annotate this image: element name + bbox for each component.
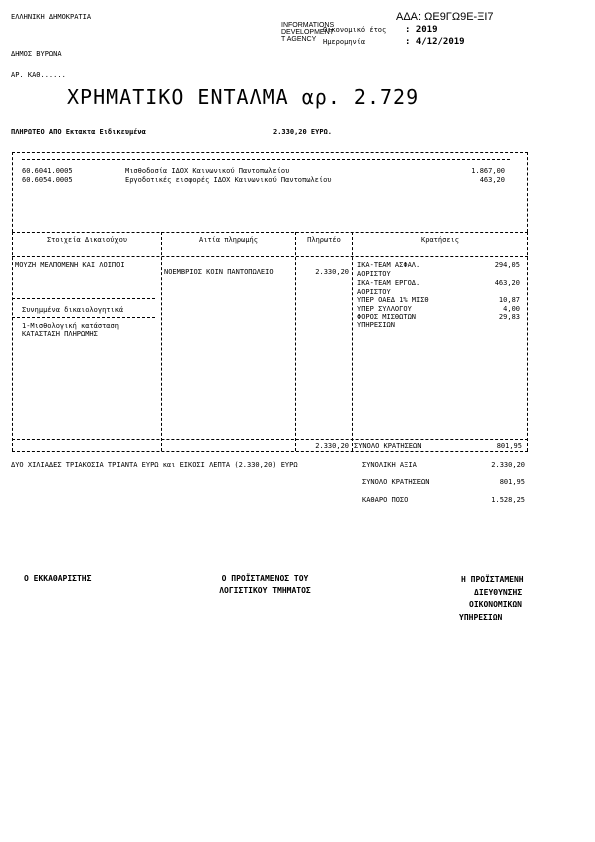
signature-line: Η ΠΡΟΪΣΤΑΜΕΝΗ <box>461 575 524 584</box>
municipality-label: ΔΗΜΟΣ ΒΥΡΩΝΑ <box>11 50 62 58</box>
deduction-label: ΙΚΑ-ΤΕΑΜ ΕΡΓΟΔ. <box>357 279 421 287</box>
attachment-item: 1-Μισθολογική κατάσταση <box>22 322 119 330</box>
divider <box>12 232 528 233</box>
attachment-item: ΚΑΤΑΣΤΑΣΗ ΠΛΗΡΩΜΗΣ <box>22 330 98 338</box>
deduction-label: ΙΚΑ-ΤΕΑΜ ΑΣΦΑΛ. <box>357 261 421 269</box>
column-header-reason: Αιτία πληρωμής <box>198 236 258 244</box>
payment-reason: ΝΟΕΜΒΡΙΟΣ ΚΟΙΝ ΠΑΝΤΟΠΩΛΕΙΟ <box>164 268 274 276</box>
totals-amount: 801,95 <box>496 442 522 450</box>
signature-accounting <box>190 574 340 595</box>
signature-line: Ο ΠΡΟΪΣΤΑΜΕΝΟΣ ΤΟΥ <box>221 574 309 583</box>
deduction-label: ΥΠΗΡΕΣΙΩΝ <box>357 321 395 329</box>
payable-from-label: ΠΛΗΡΩΤΕΟ ΑΠΟ Εκτακτα Ειδικευμένα <box>11 128 146 136</box>
account-desc: Εργοδοτικές εισφορές ΙΔΟΧ Καινωνικού Παντοπωλείου <box>125 176 332 184</box>
divider <box>161 232 162 451</box>
amount-in-words: ΔΥΟ ΧΙΛΙΑΔΕΣ ΤΡΙΑΚΟΣΙΑ ΤΡΙΑΝΤΑ ΕΥΡΩ και ΕΙΚΟΣΙ ΛΕΠΤΑ (2.330,20) ΕΥΡΩ <box>11 461 298 469</box>
deduction-amount: 294,05 <box>494 261 520 269</box>
divider <box>12 152 528 153</box>
totals-payable: 2.330,20 <box>315 442 349 450</box>
deduction-amount: 4,00 <box>503 305 520 313</box>
fiscal-year-label: Οικονομικό έτος <box>323 26 387 34</box>
record-number: ΑΡ. ΚΑΘ...... <box>11 71 66 79</box>
beneficiary-name: ΜΟΥΖΗ ΜΕΛΠΟΜΕΝΗ ΚΑΙ ΛΟΙΠΟΙ <box>15 261 125 269</box>
summary-amount: 801,95 <box>499 478 525 486</box>
signature-line: ΛΟΓΙΣΤΙΚΟΥ ΤΜΗΜΑΤΟΣ <box>219 586 311 595</box>
signature-line: ΥΠΗΡΕΣΙΩΝ <box>459 612 503 622</box>
ada-code: ΑΔΑ: ΩΕ9ΓΩ9Ε-ΞΙ7 <box>396 11 494 23</box>
account-amount: 463,20 <box>479 176 505 184</box>
gov-line: INFORMATIONS <box>281 22 335 29</box>
account-amount: 1.867,00 <box>471 167 505 175</box>
column-header-payable: Πληρωτέο <box>307 236 341 244</box>
fiscal-year-value: : 2019 <box>405 25 438 35</box>
totals-label: ΣΥΝΟΛΟ ΚΡΑΤΗΣΕΩΝ <box>354 442 422 450</box>
deduction-label: ΥΠΕΡ ΟΑΕΔ 1% ΜΙΣΘ <box>357 296 429 304</box>
gov-line: T AGENCY <box>281 36 317 43</box>
account-desc: Μισθοδοσία ΙΔΟΧ Καινωνικού Παντοπωλείου <box>125 167 290 175</box>
divider <box>12 317 155 318</box>
summary-amount: 2.330,20 <box>491 461 525 469</box>
payable-from-amount: 2.330,20 ΕΥΡΩ. <box>273 128 333 136</box>
deduction-amount: 10,87 <box>498 296 520 304</box>
divider <box>527 232 528 451</box>
account-code: 60.6054.0005 <box>22 176 73 184</box>
divider <box>352 232 353 451</box>
divider <box>12 232 13 451</box>
date-label: Ημερομηνία <box>323 38 366 46</box>
attachments-label: Συνημμένα δικαιολογητικά <box>22 306 124 314</box>
deduction-label: ΑΟΡΙΣΤΟΥ <box>357 288 391 296</box>
divider <box>527 152 528 232</box>
column-header-deductions: Κρατήσεις <box>421 236 459 244</box>
signature-clearer: Ο ΕΚΚΑΘΑΡΙΣΤΗΣ <box>24 574 92 583</box>
divider <box>22 159 510 160</box>
gov-line: DEVELOPMENT <box>281 29 334 36</box>
signature-finance <box>459 574 524 624</box>
signature-line: ΔΙΕΥΘΥΝΣΗΣ <box>474 587 523 597</box>
payable-amount: 2.330,20 <box>315 268 349 276</box>
summary-amount: 1.528,25 <box>491 496 525 504</box>
deduction-amount: 29,83 <box>498 313 520 321</box>
divider <box>12 451 528 452</box>
deduction-label: ΑΟΡΙΣΤΟΥ <box>357 270 391 278</box>
republic-label: ΕΛΛΗΝΙΚΗ ΔΗΜΟΚΡΑΤΙΑ <box>11 13 92 21</box>
summary-label: ΚΑΘΑΡΟ ΠΟΣΟ <box>362 496 409 504</box>
deduction-amount: 463,20 <box>494 279 520 287</box>
deduction-label: ΦΟΡΟΣ ΜΙΣΘΩΤΩΝ <box>357 313 417 321</box>
deduction-label: ΥΠΕΡ ΣΥΛΛΟΓΟΥ <box>357 305 412 313</box>
account-code: 60.6041.0005 <box>22 167 73 175</box>
date-value: : 4/12/2019 <box>405 37 465 47</box>
document-title: ΧΡΗΜΑΤΙΚΟ ΕΝΤΑΛΜΑ αρ. 2.729 <box>67 85 420 109</box>
signature-line: ΟΙΚΟΝΟΜΙΚΩΝ <box>469 600 522 609</box>
column-header-beneficiary: Στοιχεία Δικαιούχου <box>46 236 128 244</box>
divider <box>12 152 13 232</box>
summary-label: ΣΥΝΟΛΙΚΗ ΑΞΙΑ <box>362 461 417 469</box>
divider <box>12 439 528 440</box>
divider <box>12 298 155 299</box>
summary-label: ΣΥΝΟΛΟ ΚΡΑΤΗΣΕΩΝ <box>362 478 430 486</box>
divider <box>12 256 528 257</box>
divider <box>295 232 296 451</box>
